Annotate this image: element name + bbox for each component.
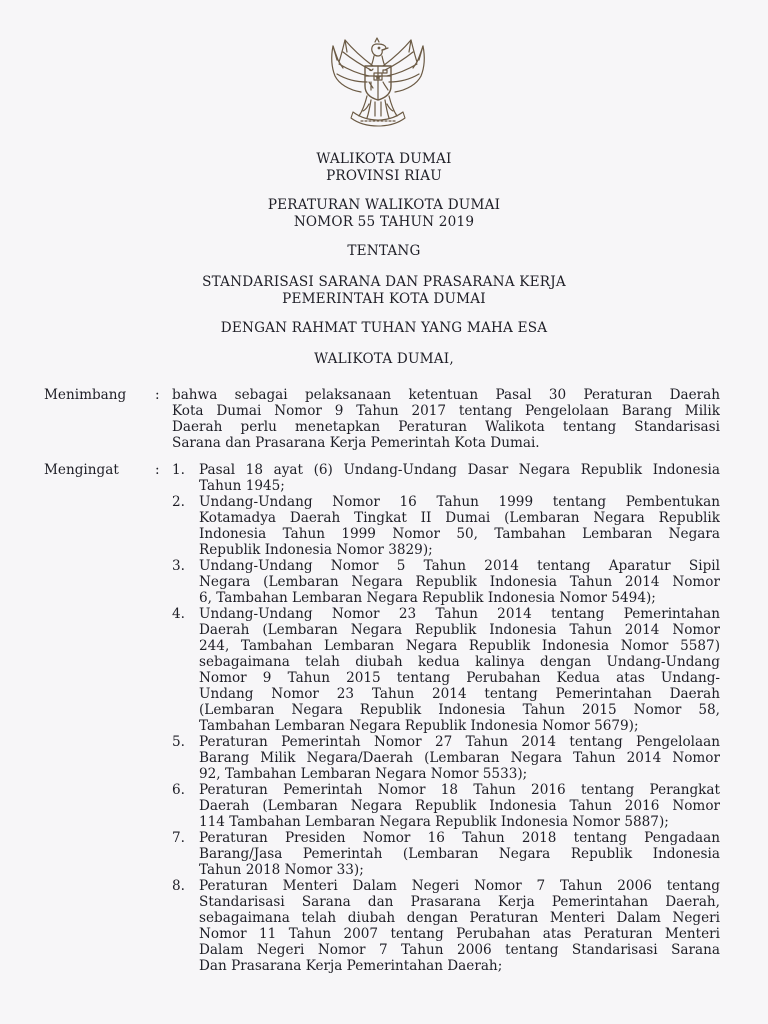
list-item xyxy=(172,462,720,494)
menimbang-label: Menimbang xyxy=(44,387,127,403)
header-about: TENTANG xyxy=(347,243,421,259)
list-item xyxy=(172,734,720,782)
list-item-line: Tahun 2018 Nomor 33); xyxy=(199,862,364,878)
header-regulation-number: NOMOR 55 TAHUN 2019 xyxy=(293,214,475,230)
list-item-line: Standarisasi Sarana dan Prasarana Kerja Pemerintahan Daerah, xyxy=(199,894,720,910)
list-item-line: (Lembaran Negara Republik Indonesia Tahun 2015 Nomor 58, xyxy=(199,702,720,718)
list-item-line: Dan Prasarana Kerja Pemerintahan Daerah; xyxy=(199,958,503,974)
garuda-emblem-icon xyxy=(327,32,429,128)
list-item-line: Barang Milik Negara/Daerah (Lembaran Negara Tahun 2014 Nomor xyxy=(199,750,720,766)
list-item-line: Tambahan Lembaran Negara Republik Indonesia Nomor 5679); xyxy=(199,718,639,734)
list-item-line: Republik Indonesia Nomor 3829); xyxy=(199,542,433,558)
header-blessing: DENGAN RAHMAT TUHAN YANG MAHA ESA xyxy=(220,320,548,336)
list-item-line: Undang-Undang Nomor 5 Tahun 2014 tentang Aparatur Sipil xyxy=(199,558,720,574)
menimbang-colon: : xyxy=(155,387,160,403)
list-item-line: Tahun 1945; xyxy=(199,478,285,494)
list-item xyxy=(172,606,720,734)
list-item-line: Daerah (Lembaran Negara Republik Indonesia Tahun 2016 Nomor xyxy=(199,798,720,814)
list-item-line: Indonesia Tahun 1999 Nomor 50, Tambahan Lembaran Negara xyxy=(199,526,720,542)
list-item-number: 5. xyxy=(172,734,185,750)
list-item-number: 7. xyxy=(172,830,185,846)
list-item-line: Dalam Negeri Nomor 7 Tahun 2006 tentang Standarisasi Sarana xyxy=(199,942,720,958)
header-mayor: WALIKOTA DUMAI, xyxy=(314,351,454,367)
list-item xyxy=(172,830,720,878)
list-item xyxy=(172,878,720,974)
list-item-line: 6, Tambahan Lembaran Negara Republik Indonesia Nomor 5494); xyxy=(199,590,656,606)
header-city-title: WALIKOTA DUMAI xyxy=(316,151,452,167)
list-item-line: Daerah (Lembaran Negara Republik Indonesia Tahun 2014 Nomor xyxy=(199,622,720,638)
header-province: PROVINSI RIAU xyxy=(326,168,442,184)
header-subject-line-1: STANDARISASI SARANA DAN PRASARANA KERJA xyxy=(202,274,566,290)
menimbang-line: Daerah perlu menetapkan Peraturan Walikota tentang Standarisasi xyxy=(172,419,720,435)
list-item-number: 6. xyxy=(172,782,185,798)
list-item-line: 244, Tambahan Lembaran Negara Republik Indonesia Nomor 5587) xyxy=(199,638,720,654)
menimbang-line: bahwa sebagai pelaksanaan ketentuan Pasal 30 Peraturan Daerah xyxy=(172,387,720,403)
list-item xyxy=(172,558,720,606)
list-item-number: 4. xyxy=(172,606,185,622)
list-item-line: Undang-Undang Nomor 16 Tahun 1999 tentang Pembentukan xyxy=(199,494,720,510)
list-item-line: Barang/Jasa Pemerintah (Lembaran Negara Republik Indonesia xyxy=(199,846,720,862)
list-item-line: Peraturan Pemerintah Nomor 18 Tahun 2016 tentang Perangkat xyxy=(199,782,720,798)
list-item-line: Pasal 18 ayat (6) Undang-Undang Dasar Negara Republik Indonesia xyxy=(199,462,720,478)
list-item-line: Peraturan Pemerintah Nomor 27 Tahun 2014 tentang Pengelolaan xyxy=(199,734,720,750)
mengingat-list xyxy=(172,462,720,974)
mengingat-colon: : xyxy=(155,462,160,478)
list-item-line: Peraturan Menteri Dalam Negeri Nomor 7 Tahun 2006 tentang xyxy=(199,878,720,894)
list-item-number: 2. xyxy=(172,494,185,510)
list-item-line: Undang Nomor 23 Tahun 2014 tentang Pemerintahan Daerah xyxy=(199,686,720,702)
menimbang-line: Kota Dumai Nomor 9 Tahun 2017 tentang Pengelolaan Barang Milik xyxy=(172,403,720,419)
list-item-line: Nomor 9 Tahun 2015 tentang Perubahan Kedua atas Undang- xyxy=(199,670,720,686)
list-item-line: Undang-Undang Nomor 23 Tahun 2014 tentang Pemerintahan xyxy=(199,606,720,622)
list-item-line: Negara (Lembaran Negara Republik Indonesia Tahun 2014 Nomor xyxy=(199,574,720,590)
list-item-line: 114 Tambahan Lembaran Negara Republik Indonesia Nomor 5887); xyxy=(199,814,669,830)
menimbang-paragraph xyxy=(172,387,720,451)
list-item-line: Peraturan Presiden Nomor 16 Tahun 2018 tentang Pengadaan xyxy=(199,830,720,846)
header-regulation-title: PERATURAN WALIKOTA DUMAI xyxy=(267,197,501,213)
list-item-line: Kotamadya Daerah Tingkat II Dumai (Lembaran Negara Republik xyxy=(199,510,720,526)
list-item-line: 92, Tambahan Lembaran Negara Nomor 5533); xyxy=(199,766,528,782)
list-item-number: 1. xyxy=(172,462,185,478)
mengingat-label: Mengingat xyxy=(44,462,119,478)
list-item-number: 3. xyxy=(172,558,185,574)
list-item-line: sebagaimana telah diubah kedua kalinya dengan Undang-Undang xyxy=(199,654,720,670)
list-item-number: 8. xyxy=(172,878,185,894)
header-subject-line-2: PEMERINTAH KOTA DUMAI xyxy=(282,291,486,307)
list-item-line: sebagaimana telah diubah dengan Peraturan Menteri Dalam Negeri xyxy=(199,910,720,926)
list-item xyxy=(172,782,720,830)
list-item-line: Nomor 11 Tahun 2007 tentang Perubahan atas Peraturan Menteri xyxy=(199,926,720,942)
list-item xyxy=(172,494,720,558)
menimbang-line: Sarana dan Prasarana Kerja Pemerintah Kota Dumai. xyxy=(172,435,540,451)
